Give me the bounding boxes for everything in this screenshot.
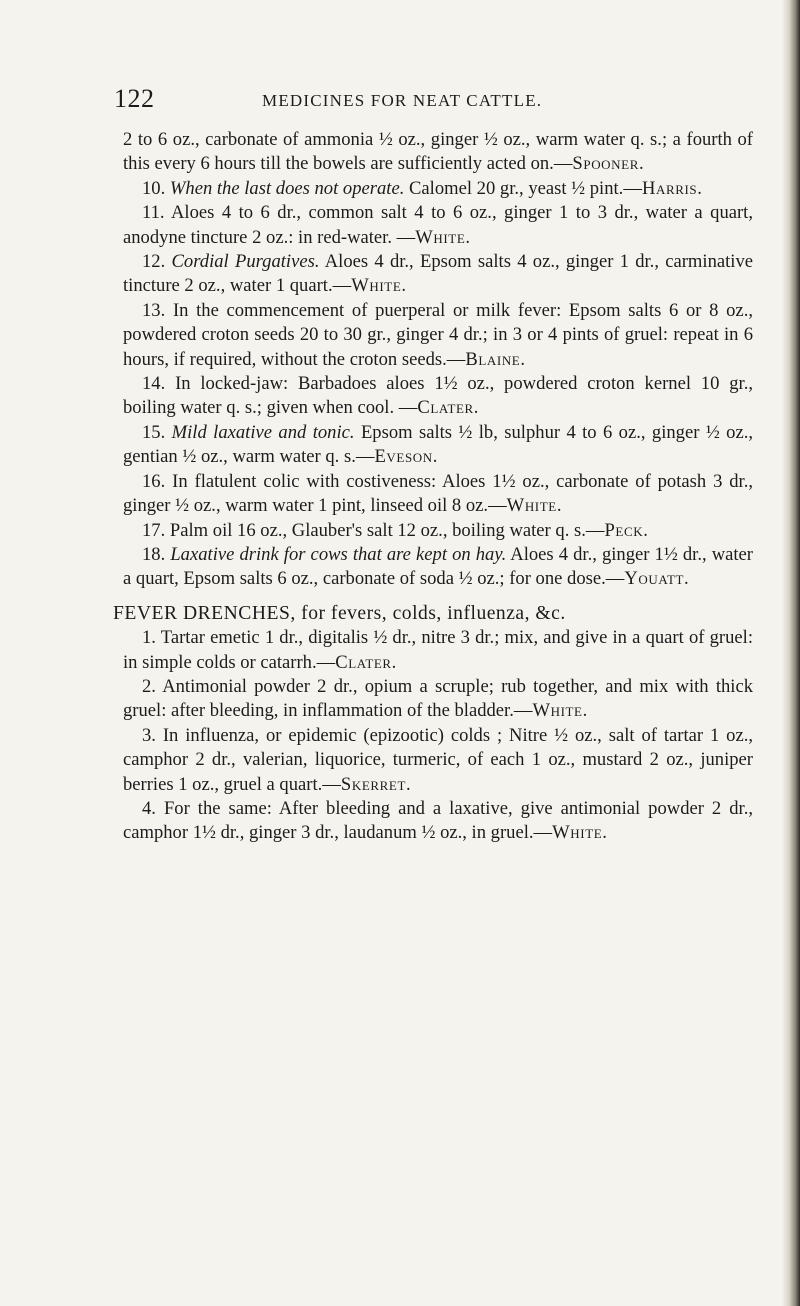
recipe-number: 2. <box>142 675 156 697</box>
book-spine-shadow <box>782 0 800 1306</box>
recipe-number: 3. <box>142 724 156 746</box>
page-number: 122 <box>114 84 155 113</box>
recipe-heading: Laxative drink for cows that are kept on hay. <box>170 543 507 565</box>
recipe-number: 14. <box>142 373 166 395</box>
recipe-text: Aloes 4 to 6 dr., common salt 4 to 6 oz., ginger 1 to 3 dr., water a quart, anodyne tincture 2 oz.: in red-water. — <box>123 202 753 248</box>
recipe-18 <box>123 543 753 592</box>
recipe-number: 15. <box>142 421 166 443</box>
section-title: FEVER DRENCHES, for fevers, colds, influenza, &c. <box>113 602 566 624</box>
recipe-16 <box>123 470 753 519</box>
fever-drench-4 <box>123 797 753 846</box>
recipe-text: In flatulent colic with costiveness: Aloes 1½ oz., carbonate of potash 3 dr., ginger ½ oz., warm water 1 pint, linseed oil 8 oz.— <box>123 470 754 517</box>
recipe-text: Epsom salts ½ lb, sulphur 4 to 6 oz., ginger ½ oz., gentian ½ oz., warm water q. s.— <box>123 421 754 468</box>
fever-drench-2 <box>123 675 753 724</box>
recipe-number: 17. <box>142 519 166 541</box>
recipe-15 <box>123 421 753 470</box>
recipe-number: 10. <box>142 177 166 199</box>
recipe-text: 2 to 6 oz., carbonate of ammonia ½ oz., ginger ½ oz., warm water q. s.; a fourth of this every 6 hours till the bowels are sufficiently acted on.— <box>123 129 753 175</box>
recipe-author: Eveson. <box>374 446 439 468</box>
recipe-number: 18. <box>142 543 166 565</box>
recipe-text: Aloes 4 dr., Epsom salts 4 oz., ginger 1 dr., carminative tincture 2 oz., water 1 quart.— <box>123 251 753 297</box>
recipe-author: White. <box>506 495 563 517</box>
running-head <box>114 84 754 118</box>
recipe-number: 13. <box>142 299 166 321</box>
recipe-number: 16. <box>142 470 166 492</box>
recipe-text: Tartar emetic 1 dr., digitalis ½ dr., nitre 3 dr.; mix, and give in a quart of gruel: in simple colds or catarrh.— <box>123 627 753 673</box>
fever-drench-3 <box>123 724 753 797</box>
recipe-author: White. <box>351 275 407 297</box>
recipe-continued <box>123 128 753 177</box>
recipe-number: 4. <box>142 797 156 819</box>
recipe-10 <box>123 177 753 201</box>
recipe-12 <box>123 250 753 299</box>
recipe-13 <box>123 299 753 372</box>
recipe-text: Palm oil 16 oz., Glauber's salt 12 oz., boiling water q. s.— <box>169 519 605 541</box>
recipe-text: Aloes 4 dr., ginger 1½ dr., water a quart, Epsom salts 6 oz., carbonate of soda ½ oz.; for one dose.— <box>123 543 754 590</box>
recipe-author: Harris. <box>641 177 703 199</box>
recipe-text: In the commencement of puerperal or milk fever: Epsom salts 6 or 8 oz., powdered croton seeds 20 to 30 gr., ginger 4 dr.; in 3 or 4 pints of gruel: repeat in 6 hours, if required, without the croton seeds.— <box>123 299 753 370</box>
recipe-text: Calomel 20 gr., yeast ½ pint.— <box>409 177 642 199</box>
recipe-author: Clater. <box>417 397 480 419</box>
recipe-author: White. <box>415 226 471 248</box>
recipe-heading: Cordial Purgatives. <box>171 251 320 273</box>
recipe-text: In influenza, or epidemic (epizootic) colds ; Nitre ½ oz., salt of tartar 1 oz., camphor 2 dr., valerian, liquorice, turmeric, of each 1 oz., mustard 2 oz., juniper berries 1 oz., gruel a quart.— <box>123 724 753 795</box>
recipe-author: Spooner. <box>572 153 645 175</box>
fever-drench-1 <box>123 626 753 675</box>
recipe-author: Skerret. <box>340 773 412 795</box>
body-text <box>113 128 754 846</box>
recipe-number: 12. <box>142 251 166 273</box>
recipe-author: White. <box>552 822 608 844</box>
recipe-author: White. <box>532 700 588 722</box>
recipe-number: 11. <box>142 202 165 224</box>
recipe-14 <box>123 372 753 421</box>
recipe-heading: Mild laxative and tonic. <box>171 421 355 443</box>
recipe-17 <box>123 519 753 543</box>
recipe-text: Antimonial powder 2 dr., opium a scruple; rub together, and mix with thick gruel: after bleeding, in inflammation of the bladder.— <box>123 675 754 722</box>
recipe-text: In locked-jaw: Barbadoes aloes 1½ oz., powdered croton kernel 10 gr., boiling water q. s.; given when cool. — <box>123 373 753 419</box>
running-title: MEDICINES FOR NEAT CATTLE. <box>262 91 543 110</box>
recipe-text: For the same: After bleeding and a laxative, give antimonial powder 2 dr., camphor 1½ dr., ginger 3 dr., laudanum ½ oz., in gruel.— <box>123 797 753 844</box>
recipe-author: Blaine. <box>465 348 526 370</box>
recipe-11 <box>123 201 753 250</box>
recipe-author: Youatt. <box>624 568 690 590</box>
recipe-author: Clater. <box>335 651 397 673</box>
recipe-heading: When the last does not operate. <box>169 177 405 199</box>
recipe-number: 1. <box>142 627 156 649</box>
recipe-author: Peck. <box>604 519 649 541</box>
